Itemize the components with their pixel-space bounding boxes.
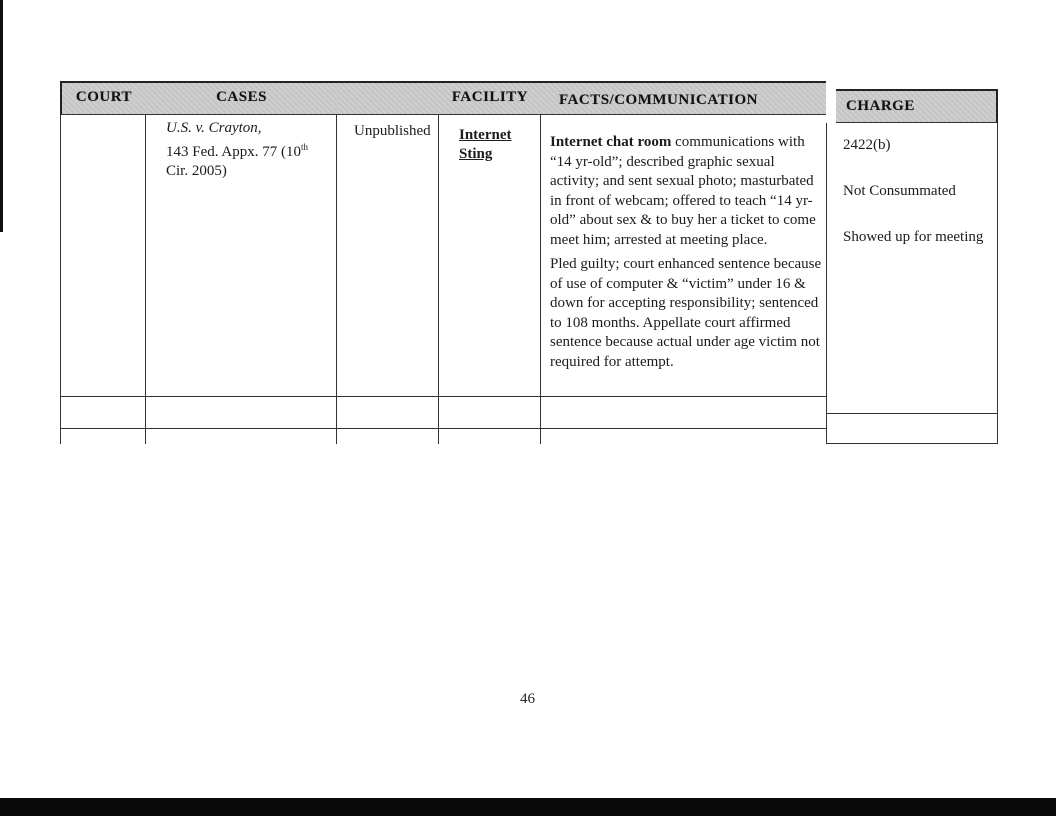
scan-bottom-band xyxy=(0,798,1056,816)
column-divider xyxy=(60,115,61,444)
header-facility-label: FACILITY xyxy=(451,89,529,105)
column-divider xyxy=(336,115,337,444)
facility-cell xyxy=(459,126,539,164)
citation-superscript: th xyxy=(301,142,309,152)
header-status xyxy=(337,81,439,115)
row-divider xyxy=(826,413,998,414)
facts-body: communications with “14 yr-old”; described graphic sexual activity; and sent sexual photo; masturbated in front of webcam; offered to teach “14 yr-old” about sex & to buy her a ticket to come meet him; arrested at meeting place. xyxy=(550,134,816,248)
column-divider xyxy=(540,115,541,444)
page-number: 46 xyxy=(520,691,535,707)
header-charge-label: CHARGE xyxy=(846,98,915,114)
header-charge xyxy=(836,89,998,123)
charge-note: Showed up for meeting xyxy=(843,229,984,245)
table-bottom-border xyxy=(60,428,826,429)
table-bottom-border xyxy=(826,443,998,444)
header-facts-label: FACTS/COMMUNICATION xyxy=(559,92,758,108)
header-court-label: COURT xyxy=(75,89,133,105)
column-divider xyxy=(438,115,439,444)
case-citation xyxy=(166,143,331,162)
charge-cell xyxy=(843,136,995,247)
case-table xyxy=(60,81,998,444)
row-divider xyxy=(60,396,826,397)
column-divider xyxy=(145,115,146,444)
status-cell xyxy=(354,122,438,141)
header-facility xyxy=(439,81,541,115)
facts-paragraph-1 xyxy=(550,133,822,250)
facility-line-2: Sting xyxy=(459,146,493,162)
charge-statute: 2422(b) xyxy=(843,137,891,153)
table-header-row xyxy=(60,81,998,121)
facility-line-1: Internet xyxy=(459,127,512,143)
case-cell xyxy=(166,119,331,181)
status-text: Unpublished xyxy=(354,123,431,139)
citation-suffix: Cir. 2005) xyxy=(166,163,227,179)
facts-paragraph-2: Pled guilty; court enhanced sentence because of use of computer & “victim” under 16 & down for accepting responsibility; sentenced to 108 months. Appellate court affirmed sentence because actual under age victim not required for attempt. xyxy=(550,256,822,370)
column-divider xyxy=(826,123,827,444)
case-name: U.S. v. Crayton, xyxy=(166,120,262,136)
header-cases xyxy=(146,81,337,115)
header-cases-label: CASES xyxy=(216,89,267,105)
scan-edge-mark xyxy=(0,0,3,232)
header-court xyxy=(60,81,146,115)
facts-cell xyxy=(550,133,822,377)
citation-prefix: 143 Fed. Appx. 77 (10 xyxy=(166,144,301,160)
charge-status: Not Consummated xyxy=(843,183,956,199)
header-facts xyxy=(541,81,826,115)
facts-highlight: Internet chat room xyxy=(550,134,672,150)
column-divider xyxy=(997,123,998,444)
